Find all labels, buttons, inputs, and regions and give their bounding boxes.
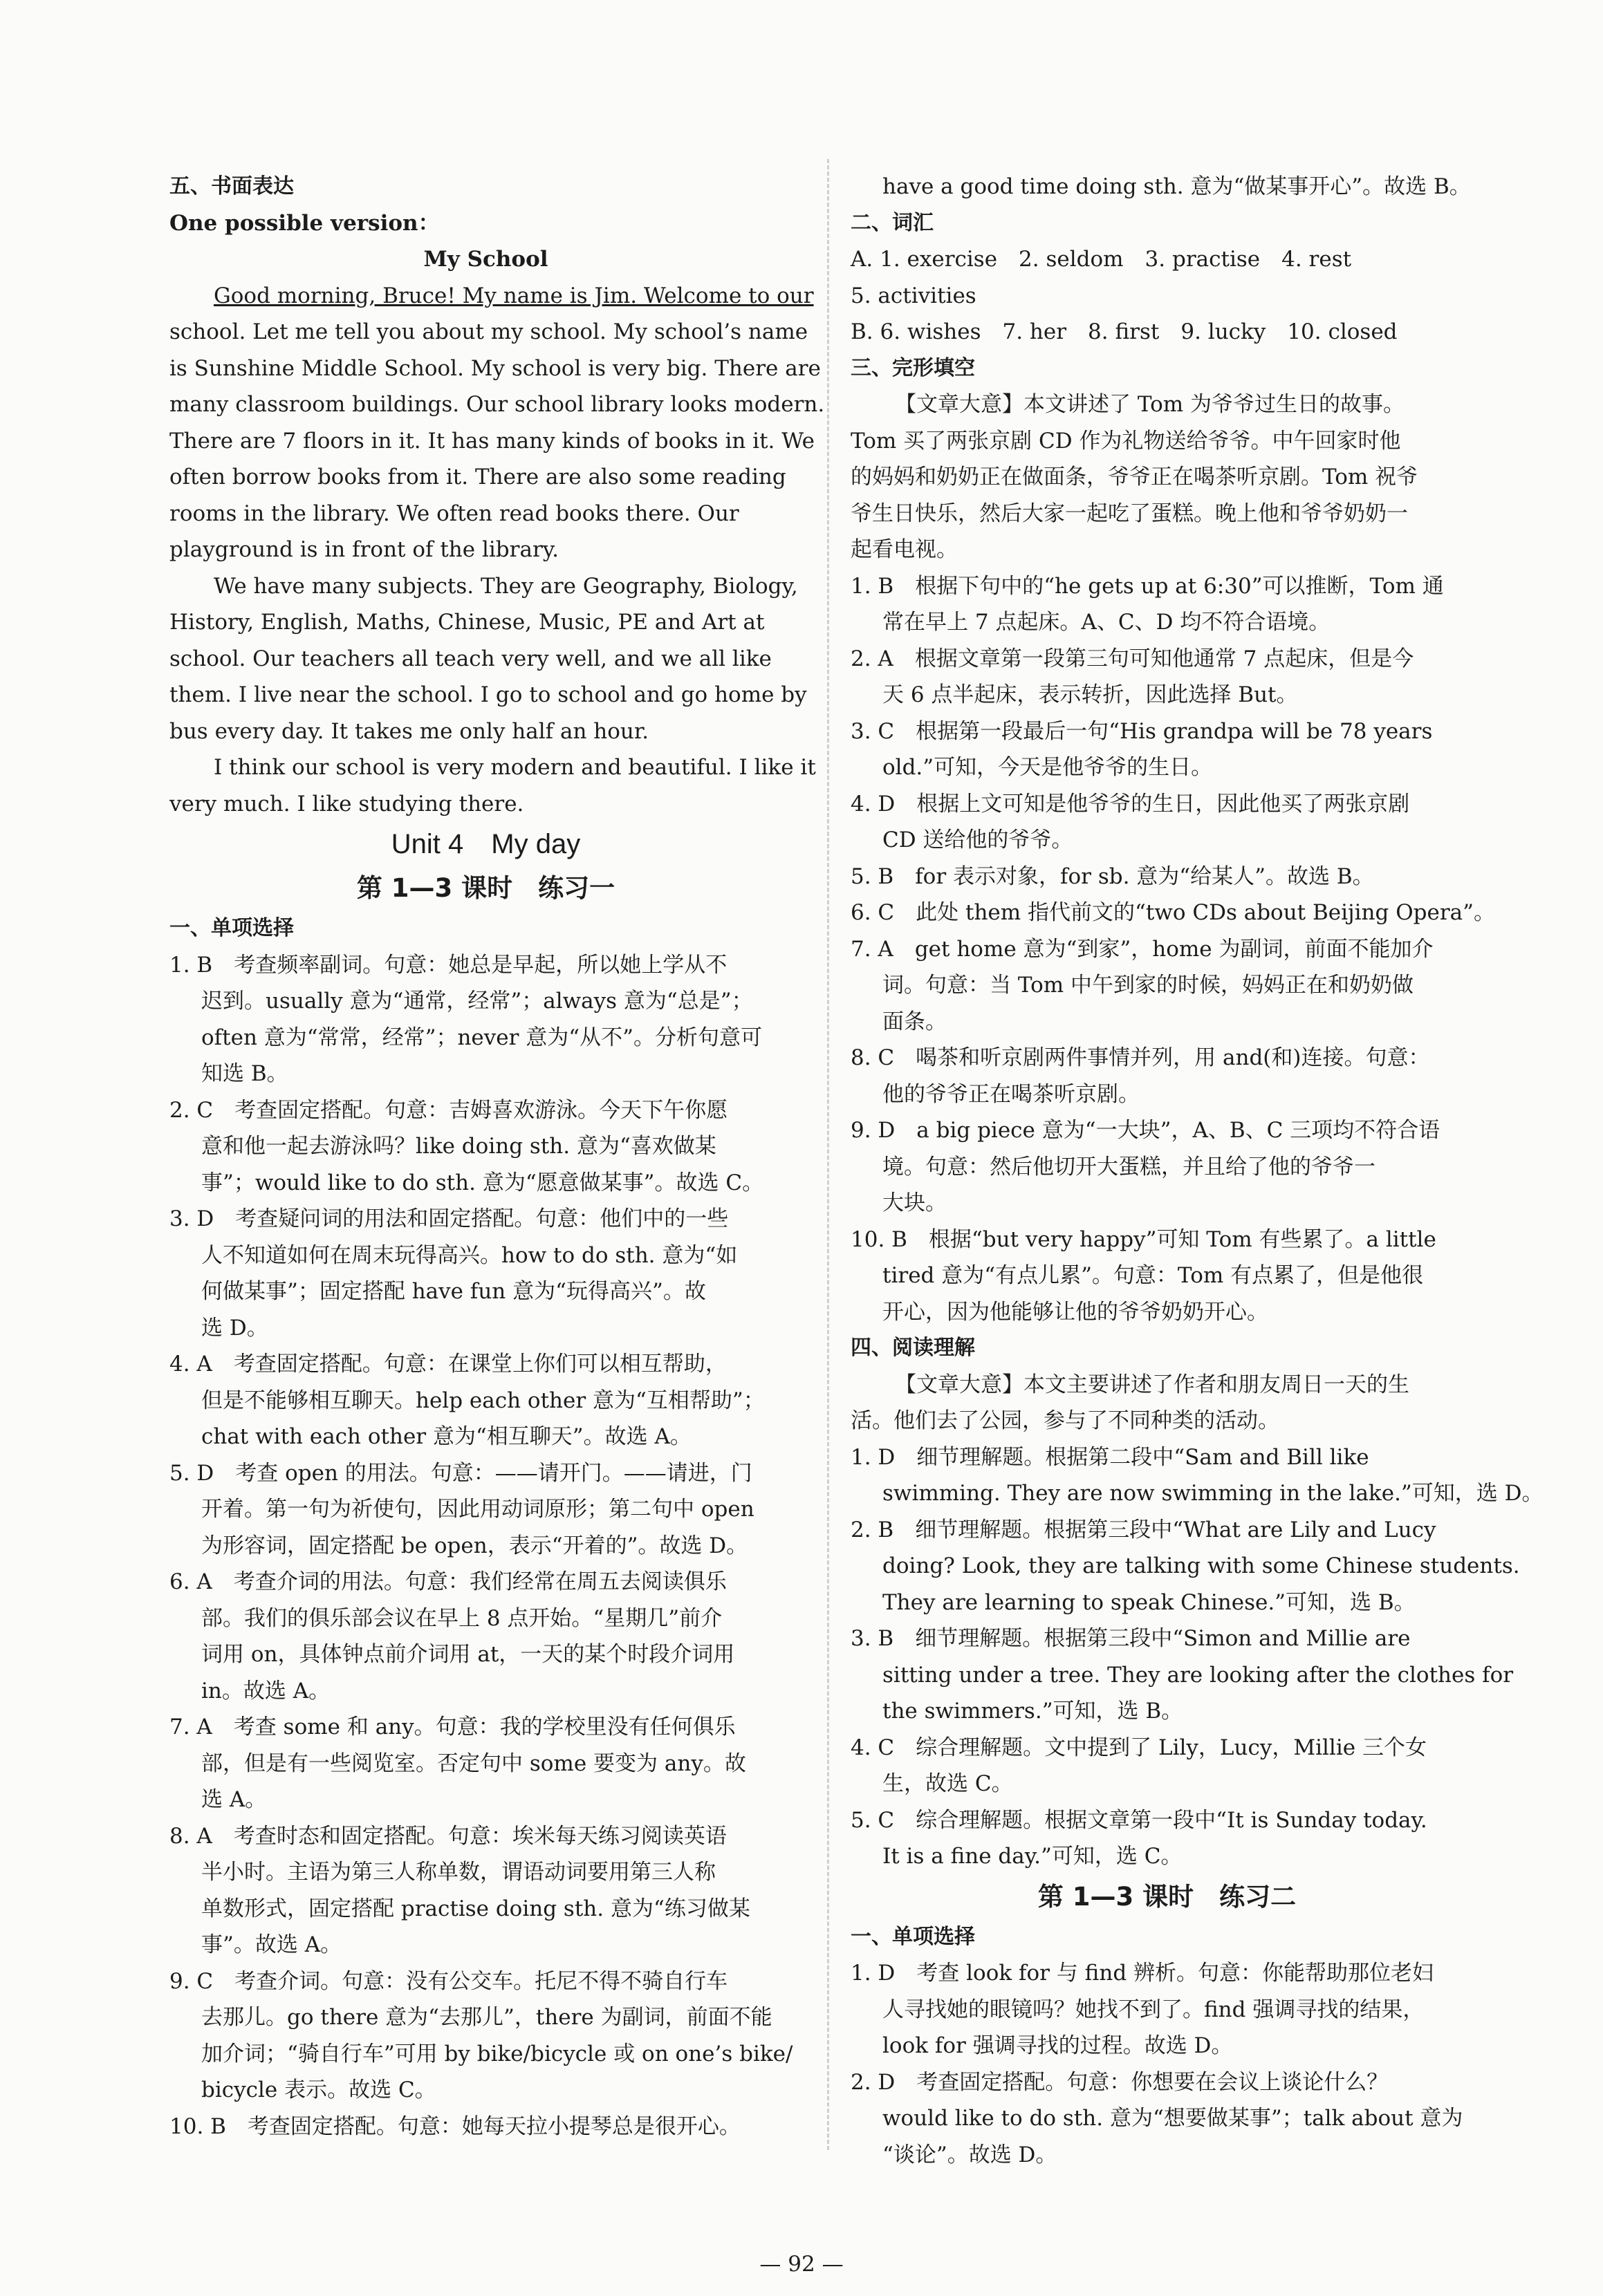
right-line: 【文章大意】本文主要讲述了作者和朋友周日一天的生 (895, 1372, 1409, 1397)
left-line: 一、单项选择 (169, 916, 294, 940)
right-line: 生，故选 C。 (882, 1771, 1013, 1796)
right-line: 1. D 细节理解题。根据第二段中“Sam and Bill like (851, 1444, 1369, 1470)
left-line: 第 1—3 课时 练习一 (356, 873, 615, 903)
right-line: look for 强调寻找的过程。故选 D。 (882, 2033, 1233, 2058)
right-line: 5. C 综合理解题。根据文章第一段中“It is Sunday today. (851, 1807, 1427, 1833)
right-line: 起看电视。 (851, 537, 958, 562)
left-line: 1. B 考查频率副词。句意：她总是早起，所以她上学从不 (169, 952, 728, 978)
left-line: Good morning, Bruce! My name is Jim. Welcome to our (214, 283, 814, 308)
left-line: chat with each other 意为“相互聊天”。故选 A。 (201, 1424, 692, 1449)
right-line: 大块。 (882, 1191, 947, 1215)
right-line: 他的爷爷正在喝茶听京剧。 (882, 1081, 1140, 1107)
left-line: 意和他一起去游泳吗？like doing sth. 意为“喜欢做某 (201, 1134, 716, 1159)
left-line: I think our school is very modern and beautiful. I like it (214, 755, 816, 780)
left-line: 迟到。usually 意为“通常，经常”；always 意为“总是”； (201, 989, 753, 1014)
left-line: One possible version： (169, 210, 440, 236)
right-line: 8. C 喝茶和听京剧两件事情并列，用 and(和)连接。句意： (851, 1045, 1430, 1070)
right-line: sitting under a tree. They are looking after the clothes for (882, 1662, 1514, 1688)
right-line: old.”可知，今天是他爷爷的生日。 (882, 755, 1213, 780)
left-line: 但是不能够相互聊天。help each other 意为“互相帮助”； (201, 1388, 765, 1413)
right-line: They are learning to speak Chinese.”可知，选 B。 (882, 1589, 1416, 1615)
right-line: Tom 买了两张京剧 CD 作为礼物送给爷爷。中午回家时他 (851, 428, 1401, 454)
right-line: 常在早上 7 点起床。A、C、D 均不符合语境。 (882, 610, 1331, 635)
right-line: 10. B 根据“but very happy”可知 Tom 有些累了。a little (851, 1226, 1436, 1252)
right-line: 二、词汇 (851, 210, 934, 235)
left-line: 部，但是有一些阅览室。否定句中 some 要变为 any。故 (201, 1751, 746, 1776)
right-line: B. 6. wishes 7. her 8. first 9. lucky 10. closed (851, 319, 1398, 344)
left-line: in。故选 A。 (201, 1678, 331, 1704)
right-line: 第 1—3 课时 练习二 (1037, 1881, 1297, 1912)
right-line: 9. D a big piece 意为“一大块”，A、B、C 三项均不符合语 (851, 1118, 1440, 1143)
right-line: A. 1. exercise 2. seldom 3. practise 4. rest (851, 247, 1352, 272)
left-line: playground is in front of the library. (169, 537, 559, 562)
left-line: 半小时。主语为第三人称单数，谓语动词要用第三人称 (201, 1860, 716, 1885)
left-line: bicycle 表示。故选 C。 (201, 2078, 436, 2102)
left-line: There are 7 floors in it. It has many kinds of books in it. We (169, 428, 815, 454)
right-line: 1. D 考查 look for 与 find 辨析。句意：你能帮助那位老妇 (851, 1961, 1434, 1986)
left-line: 词用 on，具体钟点前介词用 at，一天的某个时段介词用 (201, 1642, 735, 1667)
right-line: 人寻找她的眼镜吗？她找不到了。find 强调寻找的结果， (882, 1997, 1425, 2022)
right-line: 2. A 根据文章第一段第三句可知他通常 7 点起床，但是今 (851, 646, 1414, 671)
right-line: 7. A get home 意为“到家”，home 为副词，前面不能加介 (851, 936, 1434, 962)
right-line: CD 送给他的爷爷。 (882, 828, 1073, 852)
left-line: History, English, Maths, Chinese, Music, PE and Art at (169, 610, 765, 635)
right-line: 6. C 此处 them 指代前文的“two CDs about Beijing Opera”。 (851, 900, 1495, 925)
right-line: 一、单项选择 (851, 1924, 975, 1949)
right-line: 境。句意：然后他切开大蛋糕，并且给了他的爷爷一 (882, 1154, 1375, 1179)
left-line: bus every day. It takes me only half an hour. (169, 718, 649, 744)
right-line: 2. D 考查固定搭配。句意：你想要在会议上谈论什么？ (851, 2069, 1389, 2095)
right-line: would like to do sth. 意为“想要做某事”；talk about 意为 (882, 2106, 1463, 2131)
left-line: 9. C 考查介词。句意：没有公交车。托尼不得不骑自行车 (169, 1968, 728, 1994)
right-line: 活。他们去了公园，参与了不同种类的活动。 (851, 1408, 1279, 1433)
right-line: 三、完形填空 (851, 355, 975, 380)
right-line: 开心，因为他能够让他的爷爷奶奶开心。 (882, 1299, 1268, 1325)
right-line: have a good time doing sth. 意为“做某事开心”。故选 B。 (882, 174, 1471, 199)
left-line: 选 D。 (201, 1315, 268, 1341)
left-line: very much. I like studying there. (169, 791, 524, 816)
left-line: Unit 4 My day (391, 829, 581, 859)
right-line: 爷生日快乐，然后大家一起吃了蛋糕。晚上他和爷爷奶奶一 (851, 501, 1408, 526)
left-line: school. Our teachers all teach very well, and we all like (169, 646, 772, 671)
right-line: swimming. They are now swimming in the lake.”可知，选 D。 (882, 1481, 1544, 1506)
left-line: often borrow books from it. There are also some reading (169, 465, 786, 489)
right-line: “谈论”。故选 D。 (882, 2142, 1057, 2167)
right-line: 的妈妈和奶奶正在做面条，爷爷正在喝茶听京剧。Tom 祝爷 (851, 465, 1418, 489)
left-line: 选 A。 (201, 1787, 267, 1812)
left-line: 何做某事”；固定搭配 have fun 意为“玩得高兴”。故 (201, 1279, 706, 1304)
left-line: 6. A 考查介词的用法。句意：我们经常在周五去阅读俱乐 (169, 1569, 727, 1594)
left-line: 五、书面表达 (169, 174, 294, 198)
right-line: 天 6 点半起床，表示转折，因此选择 But。 (882, 682, 1298, 707)
left-line: 7. A 考查 some 和 any。句意：我的学校里没有任何俱乐 (169, 1715, 736, 1739)
left-line: 知选 B。 (201, 1061, 288, 1086)
left-line: many classroom buildings. Our school library looks modern. (169, 392, 825, 417)
right-line: 4. D 根据上文可知是他爷爷的生日，因此他买了两张京剧 (851, 791, 1410, 816)
right-line: tired 意为“有点儿累”。句意：Tom 有点累了，但是他很 (882, 1263, 1424, 1288)
left-line: 5. D 考查 open 的用法。句意：——请开门。——请进，门 (169, 1460, 752, 1486)
left-line: My School (423, 247, 548, 272)
left-line: 8. A 考查时态和固定搭配。句意：埃米每天练习阅读英语 (169, 1823, 727, 1849)
left-line: rooms in the library. We often read books there. Our (169, 501, 739, 526)
left-line: is Sunshine Middle School. My school is very big. There are (169, 355, 821, 381)
right-line: 面条。 (882, 1009, 947, 1034)
left-line: We have many subjects. They are Geography, Biology, (214, 573, 798, 599)
left-column (169, 169, 825, 2145)
right-line: 四、阅读理解 (851, 1336, 975, 1360)
left-line: them. I live near the school. I go to school and go home by (169, 682, 807, 707)
left-line: 部。我们的俱乐部会议在早上 8 点开始。“星期几”前介 (201, 1605, 723, 1631)
left-line: 为形容词，固定搭配 be open，表示“开着的”。故选 D。 (201, 1533, 748, 1558)
left-line: 4. A 考查固定搭配。句意：在课堂上你们可以相互帮助， (169, 1352, 727, 1376)
left-line: 去那儿。go there 意为“去那儿”，there 为副词，前面不能 (201, 2005, 772, 2030)
right-line: 词。句意：当 Tom 中午到家的时候，妈妈正在和奶奶做 (882, 973, 1414, 998)
right-line: doing? Look, they are talking with some Chinese students. (882, 1553, 1520, 1578)
left-line: 加介词；“骑自行车”可用 by bike/bicycle 或 on one’s bike/ (201, 2041, 793, 2066)
page-number: — 92 — (759, 2252, 844, 2277)
left-line: 人不知道如何在周末玩得高兴。how to do sth. 意为“如 (201, 1242, 738, 1268)
column-divider (827, 159, 829, 2150)
right-line: 4. C 综合理解题。文中提到了 Lily，Lucy，Millie 三个女 (851, 1735, 1427, 1760)
left-line: 单数形式，固定搭配 practise doing sth. 意为“练习做某 (201, 1896, 750, 1921)
left-line: 2. C 考查固定搭配。句意：吉姆喜欢游泳。今天下午你愿 (169, 1097, 728, 1123)
right-line: 3. C 根据第一段最后一句“His grandpa will be 78 years (851, 718, 1433, 744)
right-line: 2. B 细节理解题。根据第三段中“What are Lily and Lucy (851, 1517, 1436, 1542)
left-line: often 意为“常常，经常”；never 意为“从不”。分析句意可 (201, 1025, 762, 1050)
right-line: 3. B 细节理解题。根据第三段中“Simon and Millie are (851, 1626, 1411, 1651)
right-line: 5. activities (851, 283, 976, 308)
left-line: school. Let me tell you about my school. My school’s name (169, 319, 808, 344)
right-line: the swimmers.”可知，选 B。 (882, 1699, 1183, 1724)
right-line: 5. B for 表示对象，for sb. 意为“给某人”。故选 B。 (851, 864, 1374, 889)
right-column (851, 169, 1544, 2173)
right-line: 1. B 根据下句中的“he gets up at 6:30”可以推断，Tom 通 (851, 573, 1444, 599)
left-line: 事”。故选 A。 (201, 1932, 342, 1957)
left-line: 3. D 考查疑问词的用法和固定搭配。句意：他们中的一些 (169, 1206, 729, 1231)
right-line: 【文章大意】本文讲述了 Tom 为爷爷过生日的故事。 (895, 392, 1405, 417)
right-line: It is a fine day.”可知，选 C。 (882, 1844, 1183, 1869)
left-line: 开着。第一句为祈使句，因此用动词原形；第二句中 open (201, 1497, 754, 1522)
left-line: 10. B 考查固定搭配。句意：她每天拉小提琴总是很开心。 (169, 2113, 741, 2139)
left-line: 事”；would like to do sth. 意为“愿意做某事”。故选 C。 (201, 1170, 764, 1195)
